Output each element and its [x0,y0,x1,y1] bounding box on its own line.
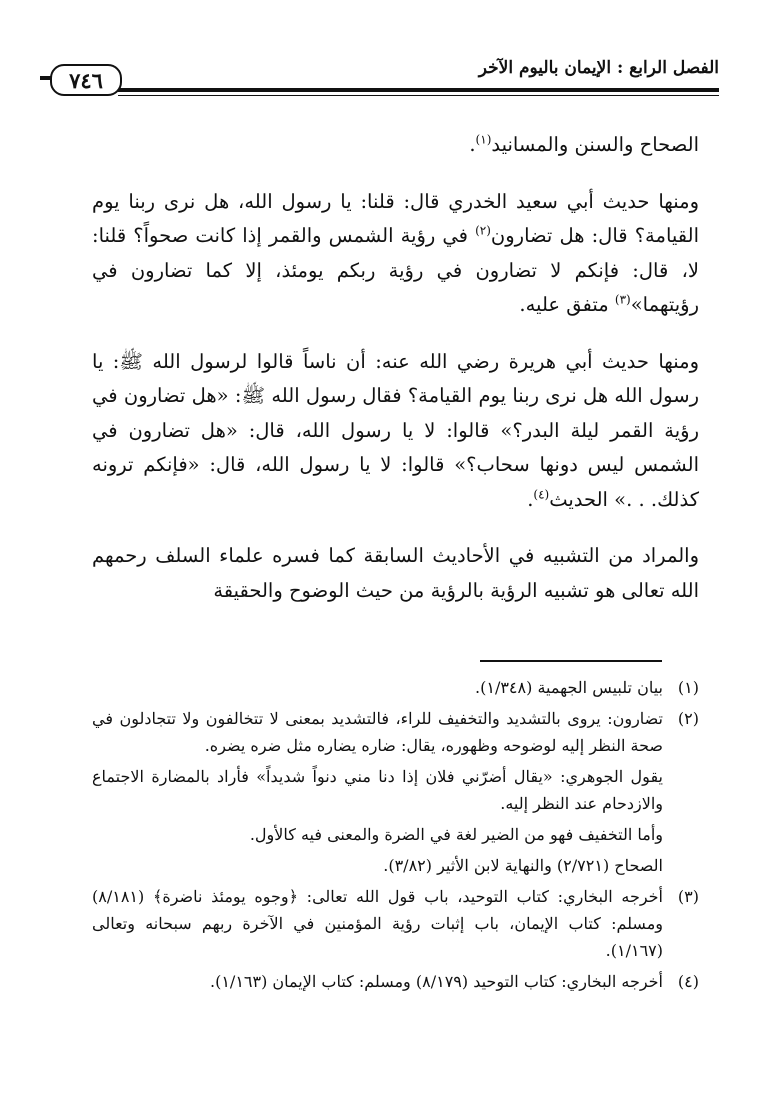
footnote-1 [92,674,699,701]
footnote-text: يقول الجوهري: «يقال أضرّني فلان إذا دنا مني دنواً شديداً» فأراد بالمضارة الاجتماع والازدحام عند النظر إليه. [92,767,663,813]
footnote-text: وأما التخفيف فهو من الضير لغة في الضرة والمعنى فيه كالأول. [249,825,663,844]
paragraph-2: ومنها حديث أبي سعيد الخدري قال: قلنا: يا رسول الله، هل نرى ربنا يوم القيامة؟ قال: هل تضارون$^{(٢)}$ في رؤية الشمس والقمر إذا كانت صحواً؟ قلنا: لا، قال: فإنكم لا تضارون في رؤية ربكم يومئذ، إلا كما تضارون في رؤيتهما»$^{(٣)}$ متفق عليه. [92,189,699,316]
paragraph-4: والمراد من التشبيه في الأحاديث السابقة كما فسره علماء السلف رحمهم الله تعالى هو تشبيه الرؤية بالرؤية من حيث الوضوح والحقيقة [92,544,699,602]
footnote-separator [480,660,662,662]
footnote-2 [92,705,699,879]
footnote-text: تضارون: يروى بالتشديد والتخفيف للراء، فالتشديد بمعنى لا تتخالفون ولا تتجادلون في صحة النظر إليه لوضوحه وظهوره، يقال: ضاره يضاره مثل ضره يضره. [92,709,663,755]
page-number: ٧٤٦ [50,64,122,96]
paragraph-1: الصحاح والسنن والمسانيد$^{(١)}$. [469,132,699,156]
main-text [92,128,699,608]
footnote-ref: (٤) [533,487,550,501]
footnote-number: (١) [677,678,699,697]
header-rule-thin [118,95,719,96]
footnote-number: (٤) [677,972,699,991]
footnote-4 [92,968,699,995]
footnote-number: (٢) [677,709,699,728]
footnote-ref: (٣) [614,292,631,307]
chapter-title: الفصل الرابع : الإيمان باليوم الآخر [478,58,719,78]
footnote-text: أخرجه البخاري: كتاب التوحيد، باب قول الله تعالى: ﴿وجوه يومئذ ناضرة﴾ (٨/١٨١) ومسلم: كتاب الإيمان، باب إثبات رؤية المؤمنين في الآخرة ربهم سبحانه وتعالى (١/١٦٧). [92,887,663,960]
footnote-text: الصحاح (٢/٧٢١) والنهاية لابن الأثير (٣/٨٢). [383,856,663,875]
footnote-3 [92,883,699,964]
header-rule [118,88,719,92]
footnote-ref: (١) [475,132,492,147]
footnotes [92,674,699,999]
paragraph-3: ومنها حديث أبي هريرة رضي الله عنه: أن ناساً قالوا لرسول الله ﷺ: يا رسول الله هل نرى ربنا يوم القيامة؟ فقال رسول الله ﷺ: «هل تضارون في رؤية القمر ليلة البدر؟» قالوا: لا يا رسول الله، قال: «هل تضارون في الشمس ليس دونها سحاب؟» قالوا: لا يا رسول الله، قال: «فإنكم ترونه كذلك. . .» الحديث$^{(٤)}$. [92,349,699,511]
footnote-number: (٣) [677,887,699,906]
page-header [40,58,719,102]
footnote-ref: (٢) [475,223,491,238]
footnote-text: بيان تلبيس الجهمية (١/٣٤٨). [475,678,663,697]
footnote-text: أخرجه البخاري: كتاب التوحيد (٨/١٧٩) ومسلم: كتاب الإيمان (١/١٦٣). [210,972,663,991]
